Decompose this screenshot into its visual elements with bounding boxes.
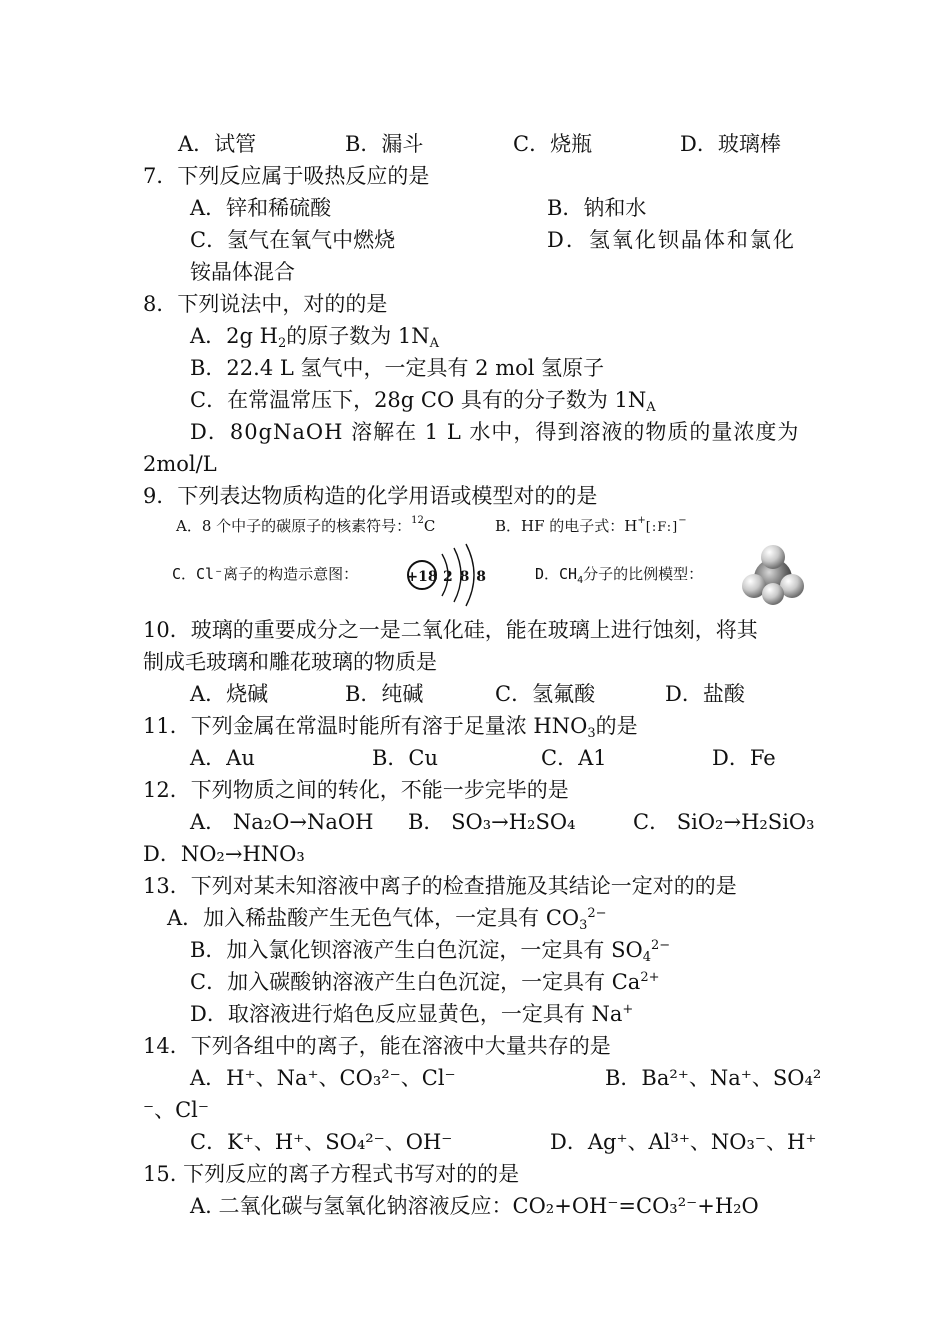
- q9-option-b: [495, 510, 687, 544]
- q13-b-pre: B．加入氯化钡溶液产生白色沉淀，一定具有 SO: [190, 938, 643, 962]
- q9-option-c: [172, 558, 358, 590]
- q13-b-sup: 2−: [651, 938, 671, 953]
- q15-option-a: A. 二氧化碳与氢氧化钠溶液反应：CO₂+OH⁻=CO₃²⁻+H₂O: [190, 1194, 759, 1218]
- q9-option-a: [176, 510, 435, 542]
- q13-c-sup: 2+: [640, 970, 660, 985]
- q10-option-b: B．纯碱: [345, 682, 424, 706]
- q7-option-b: B．钠和水: [547, 196, 647, 220]
- q10-option-d: D．盐酸: [665, 682, 745, 706]
- q14-option-a: A．H⁺、Na⁺、CO₃²⁻、Cl⁻: [190, 1066, 456, 1090]
- q11-stem-pre: 11．下列金属在常温时能所有溶于足量浓 HNO: [143, 714, 588, 738]
- q13-option-c: [190, 966, 660, 998]
- q13-option-a: [167, 902, 607, 934]
- q8-c-pre: C．在常温常压下，28g CO 具有的分子数为 1N: [190, 388, 647, 412]
- q8-stem: 8．下列说法中，对的的是: [143, 292, 388, 316]
- q12-option-d: D．NO₂→HNO₃: [143, 842, 305, 866]
- hydrogen-atom-top: [761, 545, 785, 569]
- hydrogen-atom-front: [762, 583, 784, 605]
- q8-option-a: [190, 320, 439, 352]
- q13-b-sub: 4: [642, 950, 651, 965]
- q11-stem-sub: 3: [587, 726, 596, 741]
- q14-option-b: B．Ba²⁺、Na⁺、SO₄²: [605, 1066, 822, 1090]
- q9-d-sub: 4: [577, 575, 584, 586]
- q10-option-c: C．氢氟酸: [495, 682, 596, 706]
- q9-b-sup2: −: [678, 515, 687, 526]
- q11-stem-post: 的是: [595, 714, 638, 738]
- q7-option-c: C．氢气在氧气中燃烧: [190, 228, 396, 252]
- q7-option-d: D．氢氧化钡晶体和氯化: [547, 228, 796, 252]
- q9-d-post: 分子的比例模型：: [583, 565, 704, 583]
- q10-stem: 10．玻璃的重要成分之一是二氧化硅，能在玻璃上进行蚀刻，将其: [143, 618, 758, 642]
- q8-a-sub: 2: [277, 336, 287, 351]
- q8-option-b: B．22.4 L 氢气中，一定具有 2 mol 氢原子: [190, 356, 605, 380]
- q12-option-b: B． SO₃→H₂SO₄: [408, 810, 576, 834]
- q14-stem: 14．下列各组中的离子，能在溶液中大量共存的是: [143, 1034, 611, 1058]
- q11-option-c: C．A1: [541, 746, 607, 770]
- q13-a-pre: A．加入稀盐酸产生无色气体，一定具有 CO: [167, 906, 580, 930]
- q13-c-pre: C．加入碳酸钠溶液产生白色沉淀，一定具有 Ca: [190, 970, 641, 994]
- q8-c-subA: A: [646, 400, 656, 415]
- shell-electrons: 2 8 8: [443, 569, 487, 585]
- q9-option-d: [535, 558, 703, 590]
- q10-stem-cont: 制成毛玻璃和雕花玻璃的物质是: [143, 650, 437, 674]
- q9-a-pre: A．8 个中子的碳原子的核素符号：: [176, 517, 412, 535]
- q11-stem: [143, 710, 638, 742]
- q6-option-b: B．漏斗: [345, 132, 424, 156]
- q13-d-sup: +: [622, 1002, 634, 1017]
- q15-stem: 15. 下列反应的离子方程式书写对的的是: [143, 1162, 520, 1186]
- q14-option-c: C．K⁺、H⁺、SO₄²⁻、OH⁻: [190, 1130, 453, 1154]
- nucleus-charge: +18: [406, 569, 438, 585]
- q14-option-b-cont: ⁻、Cl⁻: [143, 1098, 209, 1122]
- q10-option-a: A．烧碱: [190, 682, 269, 706]
- ch4-space-filling-model: [740, 542, 806, 608]
- q6-option-c: C．烧瓶: [513, 132, 593, 156]
- q13-a-sup: 2−: [587, 906, 607, 921]
- q9-a-sup: 12: [411, 515, 424, 526]
- q6-option-a: A．试管: [178, 132, 257, 156]
- q9-a-el: C: [423, 517, 436, 535]
- q8-a-mid: 的原子数为 1N: [286, 324, 430, 348]
- q7-option-a: A．锌和稀硫酸: [190, 196, 332, 220]
- q12-option-a: A． Na₂O→NaOH: [190, 810, 374, 834]
- q12-option-c: C． SiO₂→H₂SiO₃: [633, 810, 815, 834]
- q9-d-pre: D．CH: [535, 565, 578, 583]
- q14-option-d: D．Ag⁺、Al³⁺、NO₃⁻、H⁺: [550, 1130, 817, 1154]
- q8-a-subA: A: [429, 336, 440, 351]
- q8-option-c: [190, 384, 656, 416]
- q9-b-dots: [:F:]: [645, 520, 679, 535]
- q13-d-pre: D．取溶液进行焰色反应显黄色，一定具有 Na: [190, 1002, 623, 1026]
- q11-option-d: D．Fe: [712, 746, 776, 770]
- q9-b-sup: +: [637, 515, 646, 526]
- q6-option-d: D．玻璃棒: [680, 132, 781, 156]
- q9-c-pre: C．Cl⁻离子的构造示意图：: [172, 565, 359, 583]
- q13-stem: 13．下列对某未知溶液中离子的检查措施及其结论一定对的的是: [143, 874, 737, 898]
- q9-b-pre: B．HF 的电子式：H: [495, 517, 638, 535]
- q12-stem: 12．下列物质之间的转化，不能一步完毕的是: [143, 778, 569, 802]
- cl-ion-structure-diagram: [402, 540, 487, 610]
- q7-option-d-cont: 铵晶体混合: [190, 260, 295, 284]
- q8-option-d: D．80gNaOH 溶解在 1 L 水中，得到溶液的物质的量浓度为: [190, 420, 800, 444]
- q11-option-b: B．Cu: [372, 746, 439, 770]
- q8-option-d-cont: 2mol/L: [143, 452, 217, 476]
- q13-a-sub: 3: [579, 918, 588, 933]
- q8-a-pre: A．2g H: [190, 324, 278, 348]
- q7-stem: 7．下列反应属于吸热反应的是: [143, 164, 430, 188]
- q13-option-d: [190, 998, 633, 1030]
- q13-option-b: [190, 934, 670, 966]
- q9-stem: 9．下列表达物质构造的化学用语或模型对的的是: [143, 484, 598, 508]
- q11-option-a: A．Au: [190, 746, 255, 770]
